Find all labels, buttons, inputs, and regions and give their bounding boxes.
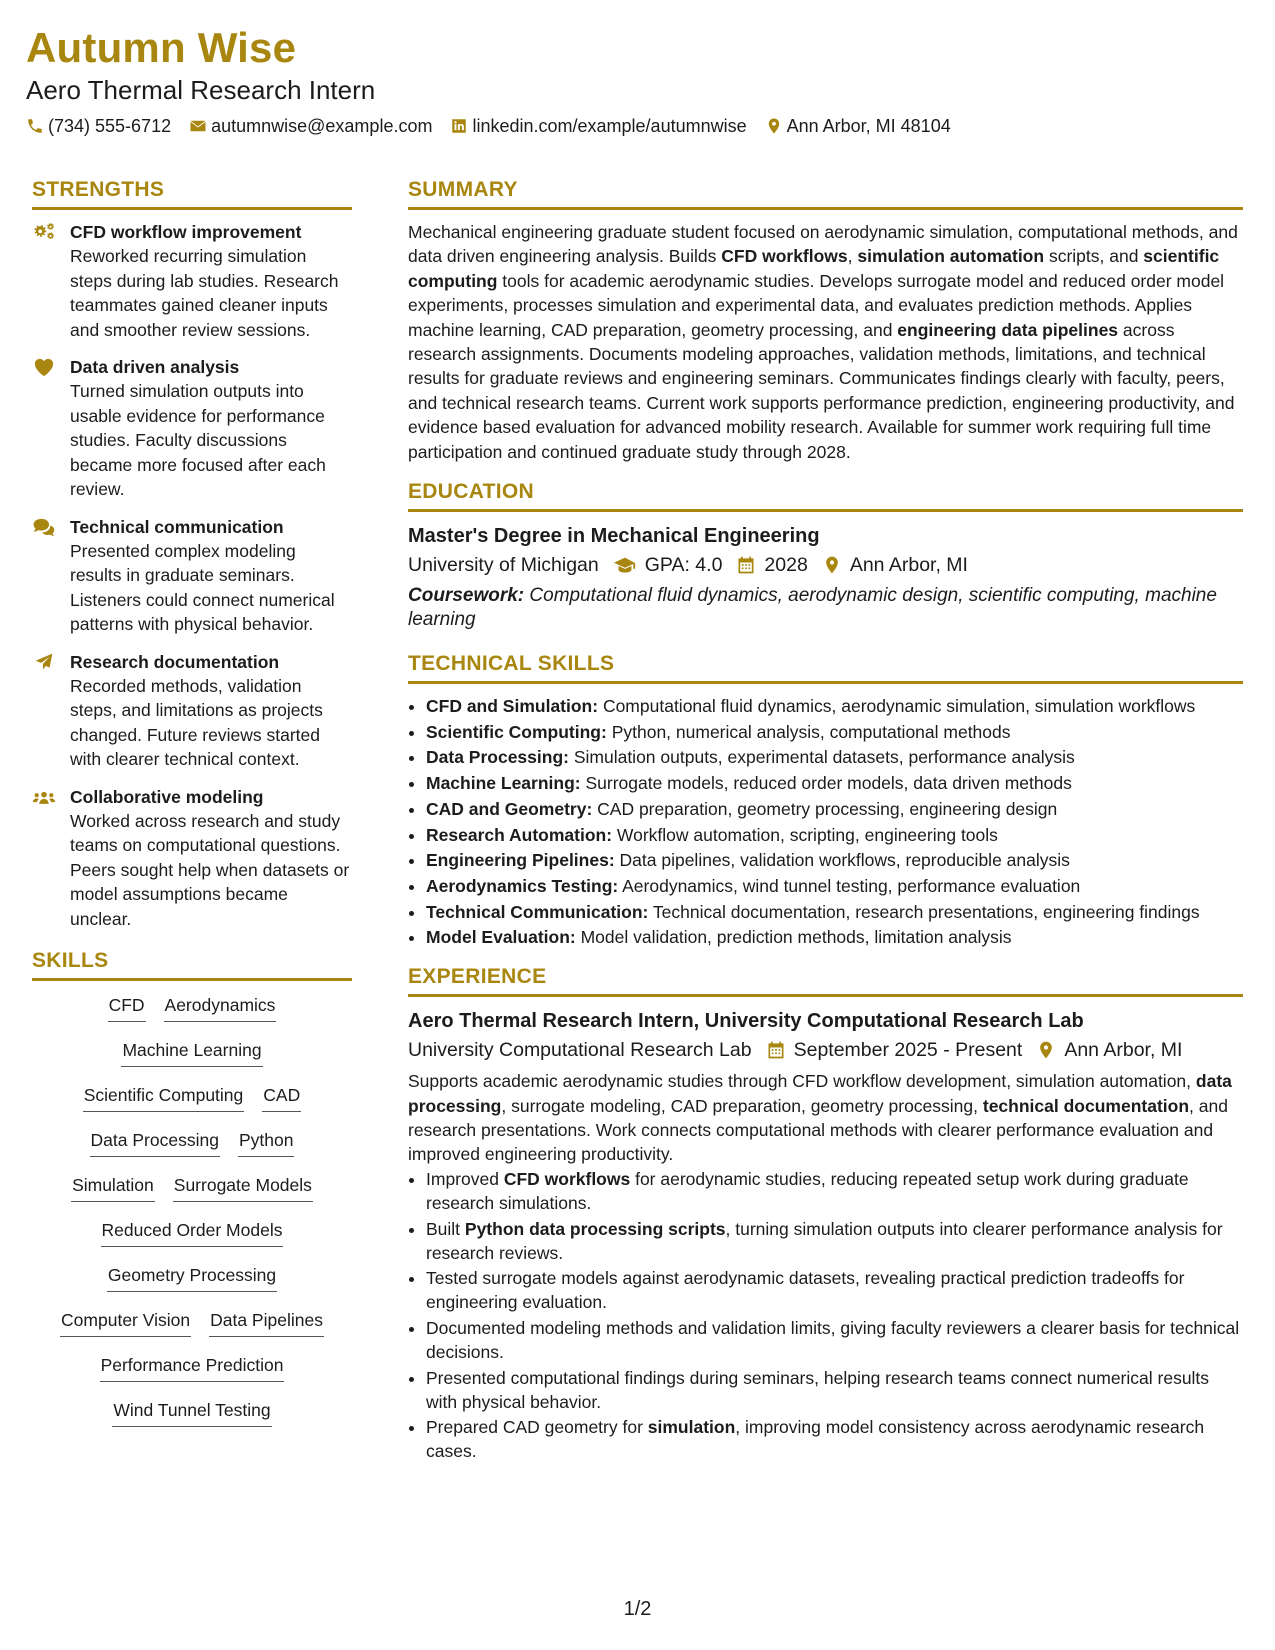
envelope-icon <box>189 117 207 135</box>
tech-skill-text: Data pipelines, validation workflows, reproducible analysis <box>614 850 1070 871</box>
left-column <box>32 176 352 1441</box>
skill-tag: Surrogate Models <box>173 1171 313 1202</box>
skill-tag: Python <box>238 1126 294 1157</box>
tech-skill-label: Engineering Pipelines: <box>426 850 615 871</box>
strength-title: CFD workflow improvement <box>70 222 302 242</box>
summary-heading: SUMMARY <box>408 176 1243 210</box>
bold-text: simulation automation <box>857 246 1045 267</box>
strength-title: Collaborative modeling <box>70 786 264 807</box>
employer-name: University Computational Research Lab <box>408 1039 752 1062</box>
tech-skill-text: Simulation outputs, experimental datasets, performance analysis <box>568 747 1075 768</box>
gpa-text: GPA: 4.0 <box>644 554 723 577</box>
skill-row <box>32 1216 352 1261</box>
skill-row <box>32 1396 352 1441</box>
graduation-cap-icon <box>613 555 637 575</box>
tech-skill-label: Data Processing: <box>426 747 569 768</box>
skill-row <box>32 1306 352 1351</box>
tech-skill-item <box>426 745 1243 769</box>
text-run: , and research presentations. Work connects computational methods with clearer performance evaluation and improved engineering productivity. <box>408 1095 1228 1165</box>
tech-skill-text: Surrogate models, reduced order models, data driven methods <box>580 773 1072 794</box>
skill-tag: Simulation <box>71 1171 155 1202</box>
bold-text: CFD workflows <box>503 1168 631 1189</box>
strength-item <box>32 650 352 772</box>
text-run: across research assignments. Documents modeling approaches, validation methods, limitations, and technical results for graduate reviews and engineering seminars. Communicates findings clearly with faculty, peers, and technical research teams. Current work supports performance prediction, engineering productivity, and evidence based evaluation for advanced mobility research. Available for summer work requiring full time participation and continued graduate study through 2028. <box>408 319 1235 462</box>
tech-skill-item <box>426 900 1243 924</box>
tech-skill-item <box>426 771 1243 795</box>
summary-text <box>408 220 1243 464</box>
skill-row <box>32 1171 352 1216</box>
email-text: autumnwise@example.com <box>211 116 433 136</box>
strength-desc: Worked across research and study teams on computational questions. Peers sought help when datasets or model assumptions became unclear. <box>70 810 350 929</box>
job-summary <box>408 1069 1243 1167</box>
coursework-label: Coursework: <box>408 585 525 607</box>
tech-skill-item <box>426 874 1243 898</box>
degree-title: Master's Degree in Mechanical Engineering <box>408 525 820 548</box>
skill-tag: Reduced Order Models <box>101 1216 284 1247</box>
text-run: for aerodynamic studies, reducing repeated setup work during graduate research simulations. <box>426 1168 1189 1213</box>
tech-skill-item <box>426 848 1243 872</box>
job-location-item <box>1036 1035 1182 1065</box>
strength-body <box>70 650 352 772</box>
tech-skill-item <box>426 694 1243 718</box>
map-pin-icon <box>1036 1040 1056 1060</box>
tech-skill-label: Research Automation: <box>426 824 613 845</box>
skills-cloud <box>32 991 352 1441</box>
school-name: University of Michigan <box>408 554 599 577</box>
strength-icon-wrap <box>32 650 70 772</box>
skill-tag: Machine Learning <box>121 1036 262 1067</box>
strengths-list <box>32 220 352 931</box>
edu-location-item <box>822 550 968 580</box>
candidate-role: Aero Thermal Research Intern <box>26 75 376 105</box>
grad-year-item <box>736 550 807 580</box>
location-text: Ann Arbor, MI 48104 <box>786 116 951 136</box>
calendar-icon <box>736 555 756 575</box>
text-run: , <box>847 246 858 267</box>
skill-row <box>32 1126 352 1171</box>
tech-skill-label: Model Evaluation: <box>426 927 576 948</box>
strength-icon-wrap <box>32 220 70 342</box>
skill-row <box>32 1081 352 1126</box>
strength-body <box>70 785 352 932</box>
strength-desc: Presented complex modeling results in graduate seminars. Listeners could connect numerical patterns with physical behavior. <box>70 540 335 634</box>
strength-title: Data driven analysis <box>70 357 240 377</box>
linkedin-icon <box>450 117 468 135</box>
contact-linkedin[interactable] <box>450 114 746 138</box>
tech-skill-label: CFD and Simulation: <box>426 696 599 717</box>
linkedin-text: linkedin.com/example/autumnwise <box>472 116 747 136</box>
edu-location-text: Ann Arbor, MI <box>849 554 968 577</box>
job-meta <box>408 1035 1243 1065</box>
strength-icon-wrap <box>32 355 70 502</box>
tech-skill-text: Python, numerical analysis, computational methods <box>606 721 1011 742</box>
text-run: Supports academic aerodynamic studies through CFD workflow development, simulation automation, <box>408 1071 1196 1092</box>
tech-skill-text: Technical documentation, research presentations, engineering findings <box>648 901 1200 922</box>
strength-body <box>70 515 352 637</box>
gears-icon <box>32 222 56 242</box>
users-icon <box>32 787 56 807</box>
skill-tag: Performance Prediction <box>100 1351 285 1382</box>
education-meta <box>408 550 1243 580</box>
tech-skill-item <box>426 720 1243 744</box>
tech-skill-label: Aerodynamics Testing: <box>426 875 619 896</box>
job-dates-text: September 2025 - Present <box>793 1039 1023 1062</box>
technical-skills-heading: TECHNICAL SKILLS <box>408 650 1243 684</box>
bold-text: scientific computing <box>408 246 1220 291</box>
strength-desc: Turned simulation outputs into usable evidence for performance studies. Faculty discussions became more focused after each review. <box>70 381 326 499</box>
skill-tag: Data Processing <box>90 1126 220 1157</box>
text-run: Documented modeling methods and validation limits, giving faculty reviewers a clearer basis for technical decisions. <box>426 1317 1240 1362</box>
candidate-name: Autumn Wise <box>26 24 297 71</box>
text-run: Mechanical engineering graduate student focused on aerodynamic simulation, computational methods, and data driven engineering analysis. Builds <box>408 222 1238 267</box>
bold-text: technical documentation <box>982 1095 1190 1116</box>
skill-row <box>32 1036 352 1081</box>
tech-skill-text: CAD preparation, geometry processing, engineering design <box>592 798 1058 819</box>
strength-title: Technical communication <box>70 516 284 537</box>
bold-text: simulation <box>647 1417 736 1438</box>
text-run: scripts, and <box>1044 246 1144 267</box>
job-bullets <box>408 1167 1243 1463</box>
tech-skill-label: CAD and Geometry: <box>426 798 593 819</box>
job-bullet <box>426 1266 1243 1314</box>
skills-heading: SKILLS <box>32 947 352 981</box>
strength-item <box>32 355 352 502</box>
phone-text: (734) 555-6712 <box>48 116 172 136</box>
tech-skill-text: Aerodynamics, wind tunnel testing, performance evaluation <box>618 875 1081 896</box>
text-run: Improved <box>426 1168 504 1189</box>
tech-skill-label: Technical Communication: <box>426 901 649 922</box>
skill-tag: Computer Vision <box>60 1306 191 1337</box>
bold-text: CFD workflows <box>721 246 848 267</box>
tech-skill-text: Computational fluid dynamics, aerodynamic simulation, simulation workflows <box>598 696 1196 717</box>
skill-tag: Data Pipelines <box>209 1306 324 1337</box>
contact-email[interactable] <box>189 114 432 138</box>
tech-skill-item <box>426 797 1243 821</box>
text-run: tools for academic aerodynamic studies. Develops surrogate model and reduced order model experiments, processes simulation and experimental data, and evaluates prediction methods. Applies machine learning, CAD preparation, geometry processing, and <box>408 270 1225 340</box>
tech-skill-item <box>426 925 1243 949</box>
technical-skills-list <box>408 694 1243 949</box>
skill-tag: Geometry Processing <box>107 1261 277 1292</box>
text-run: , improving model consistency across aerodynamic research cases. <box>426 1417 1205 1462</box>
strength-desc: Reworked recurring simulation steps during lab studies. Research teammates gained cleaner inputs and smoother review sessions. <box>70 246 339 340</box>
comments-icon <box>32 517 56 537</box>
bold-text: data processing <box>408 1071 1232 1116</box>
strengths-heading: STRENGTHS <box>32 176 352 210</box>
experience-heading: EXPERIENCE <box>408 963 1243 997</box>
skill-row <box>32 1261 352 1306</box>
map-pin-icon <box>822 555 842 575</box>
strength-body <box>70 220 352 342</box>
skill-tag: Aerodynamics <box>164 991 277 1022</box>
contact-phone[interactable] <box>26 114 171 138</box>
text-run: Tested surrogate models against aerodynamic datasets, revealing practical prediction tradeoffs for engineering evaluation. <box>426 1268 1185 1313</box>
resume-header <box>26 22 1246 138</box>
job-bullet <box>426 1167 1243 1215</box>
job-bullet <box>426 1366 1243 1414</box>
skill-tag: CAD <box>262 1081 301 1112</box>
skill-row <box>32 1351 352 1396</box>
phone-icon <box>26 117 44 135</box>
strength-icon-wrap <box>32 785 70 932</box>
page-number: 1/2 <box>623 1598 652 1620</box>
job-title: Aero Thermal Research Intern, University Computational Research Lab <box>408 1010 1084 1033</box>
tech-skill-label: Scientific Computing: <box>426 721 607 742</box>
skill-row <box>32 991 352 1036</box>
strength-item <box>32 785 352 932</box>
coursework-text: Computational fluid dynamics, aerodynamic design, scientific computing, machine learning <box>408 585 1217 631</box>
strength-desc: Recorded methods, validation steps, and limitations as projects changed. Future reviews started with clearer technical context. <box>70 675 323 769</box>
map-pin-icon <box>765 117 783 135</box>
skill-tag: CFD <box>108 991 146 1022</box>
skill-tag: Scientific Computing <box>83 1081 245 1112</box>
education-heading: EDUCATION <box>408 478 1243 512</box>
bold-text: engineering data pipelines <box>897 319 1119 340</box>
contact-location <box>765 114 951 138</box>
strength-title: Research documentation <box>70 651 280 672</box>
strength-body <box>70 355 352 502</box>
right-column <box>408 176 1243 1465</box>
text-run: Built <box>426 1218 465 1239</box>
text-run: Prepared CAD geometry for <box>426 1417 648 1438</box>
text-run: , surrogate modeling, CAD preparation, geometry processing, <box>501 1095 983 1116</box>
job-bullet <box>426 1316 1243 1364</box>
heart-icon <box>32 357 56 377</box>
strength-icon-wrap <box>32 515 70 637</box>
text-run: Presented computational findings during seminars, helping research teams connect numerical results with physical behavior. <box>426 1367 1210 1412</box>
tech-skill-text: Workflow automation, scripting, engineering tools <box>612 824 998 845</box>
gpa-item <box>613 550 723 580</box>
bold-text: Python data processing scripts <box>464 1218 726 1239</box>
tech-skill-label: Machine Learning: <box>426 773 581 794</box>
text-run: , turning simulation outputs into clearer performance analysis for research reviews. <box>426 1218 1223 1263</box>
tech-skill-text: Model validation, prediction methods, limitation analysis <box>575 927 1012 948</box>
coursework <box>408 584 1243 632</box>
tech-skill-item <box>426 823 1243 847</box>
job-bullet <box>426 1217 1243 1265</box>
paper-plane-icon <box>32 652 56 672</box>
job-location-text: Ann Arbor, MI <box>1064 1039 1183 1062</box>
contact-bar <box>26 114 1246 138</box>
calendar-icon <box>766 1040 786 1060</box>
strength-item <box>32 515 352 637</box>
strength-item <box>32 220 352 342</box>
grad-year-text: 2028 <box>764 554 808 577</box>
job-dates-item <box>766 1035 1023 1065</box>
job-bullet <box>426 1415 1243 1463</box>
skill-tag: Wind Tunnel Testing <box>112 1396 271 1427</box>
